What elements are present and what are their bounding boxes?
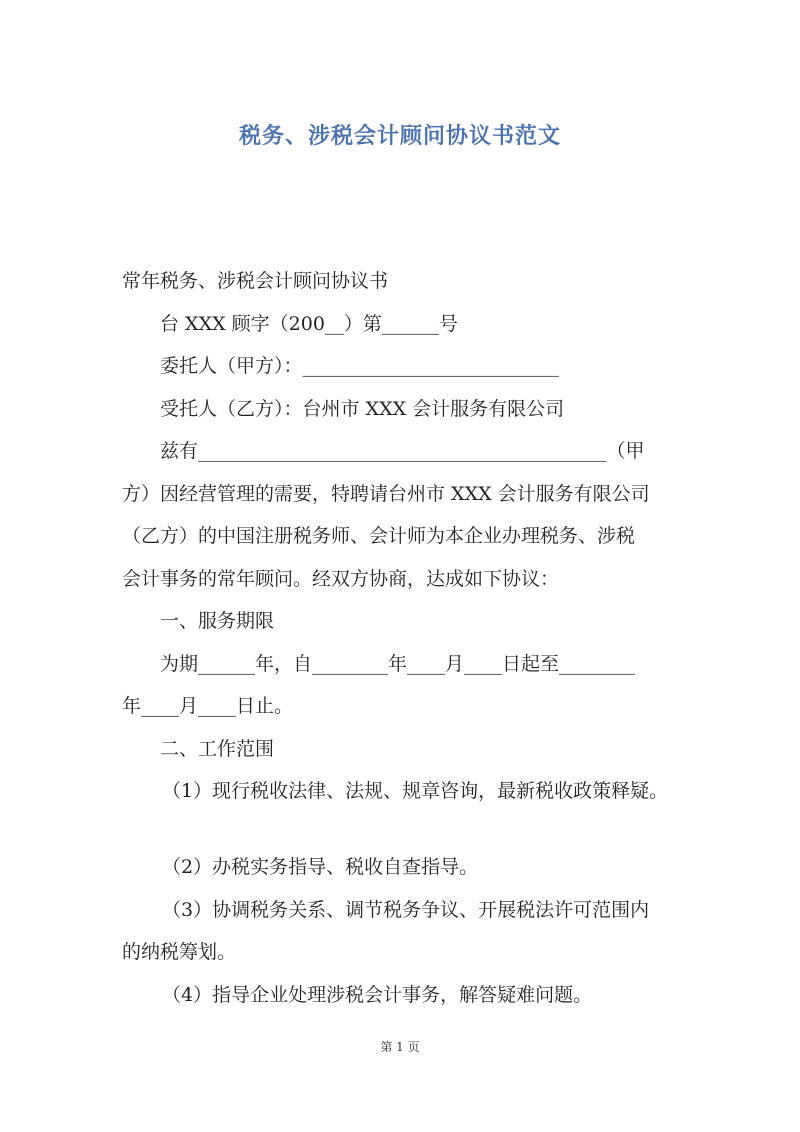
- body-paragraph-line: （乙方）的中国注册税务师、会计师为本企业办理税务、涉税: [122, 525, 636, 547]
- service-period-line: 为期______年，自________年____月____日起至________: [160, 653, 636, 675]
- agreement-heading: 常年税务、涉税会计顾问协议书: [122, 270, 389, 292]
- section-heading-work-scope: 二、工作范围: [160, 738, 275, 760]
- work-scope-item: （3）协调税务关系、调节税务争议、开展税法许可范围内: [162, 899, 650, 921]
- body-paragraph-line: 兹有___________________________________________（甲: [160, 440, 645, 462]
- work-scope-item: 的纳税筹划。: [122, 941, 237, 963]
- work-scope-item: （1）现行税收法律、法规、规章咨询，最新税收政策释疑。: [162, 780, 669, 802]
- page-number: 第 1 页: [380, 1040, 420, 1054]
- section-heading-service-period: 一、服务期限: [160, 610, 275, 632]
- work-scope-item: （4）指导企业处理涉税会计事务，解答疑难问题。: [162, 984, 593, 1006]
- party-b-line: 受托人（乙方）：台州市 XXX 会计服务有限公司: [160, 398, 565, 420]
- party-a-line: 委托人（甲方）：___________________________: [160, 355, 560, 377]
- body-paragraph-line: 方）因经营管理的需要，特聘请台州市 XXX 会计服务有限公司: [122, 483, 650, 505]
- service-period-line: 年____月____日止。: [122, 695, 294, 717]
- agreement-number-line: 台 XXX 顾字（200__）第______号: [160, 313, 458, 335]
- work-scope-item: （2）办税实务指导、税收自查指导。: [162, 856, 479, 878]
- document-title: 税务、涉税会计顾问协议书范文: [238, 124, 561, 149]
- body-paragraph-line: 会计事务的常年顾问。经双方协商，达成如下协议：: [122, 568, 560, 590]
